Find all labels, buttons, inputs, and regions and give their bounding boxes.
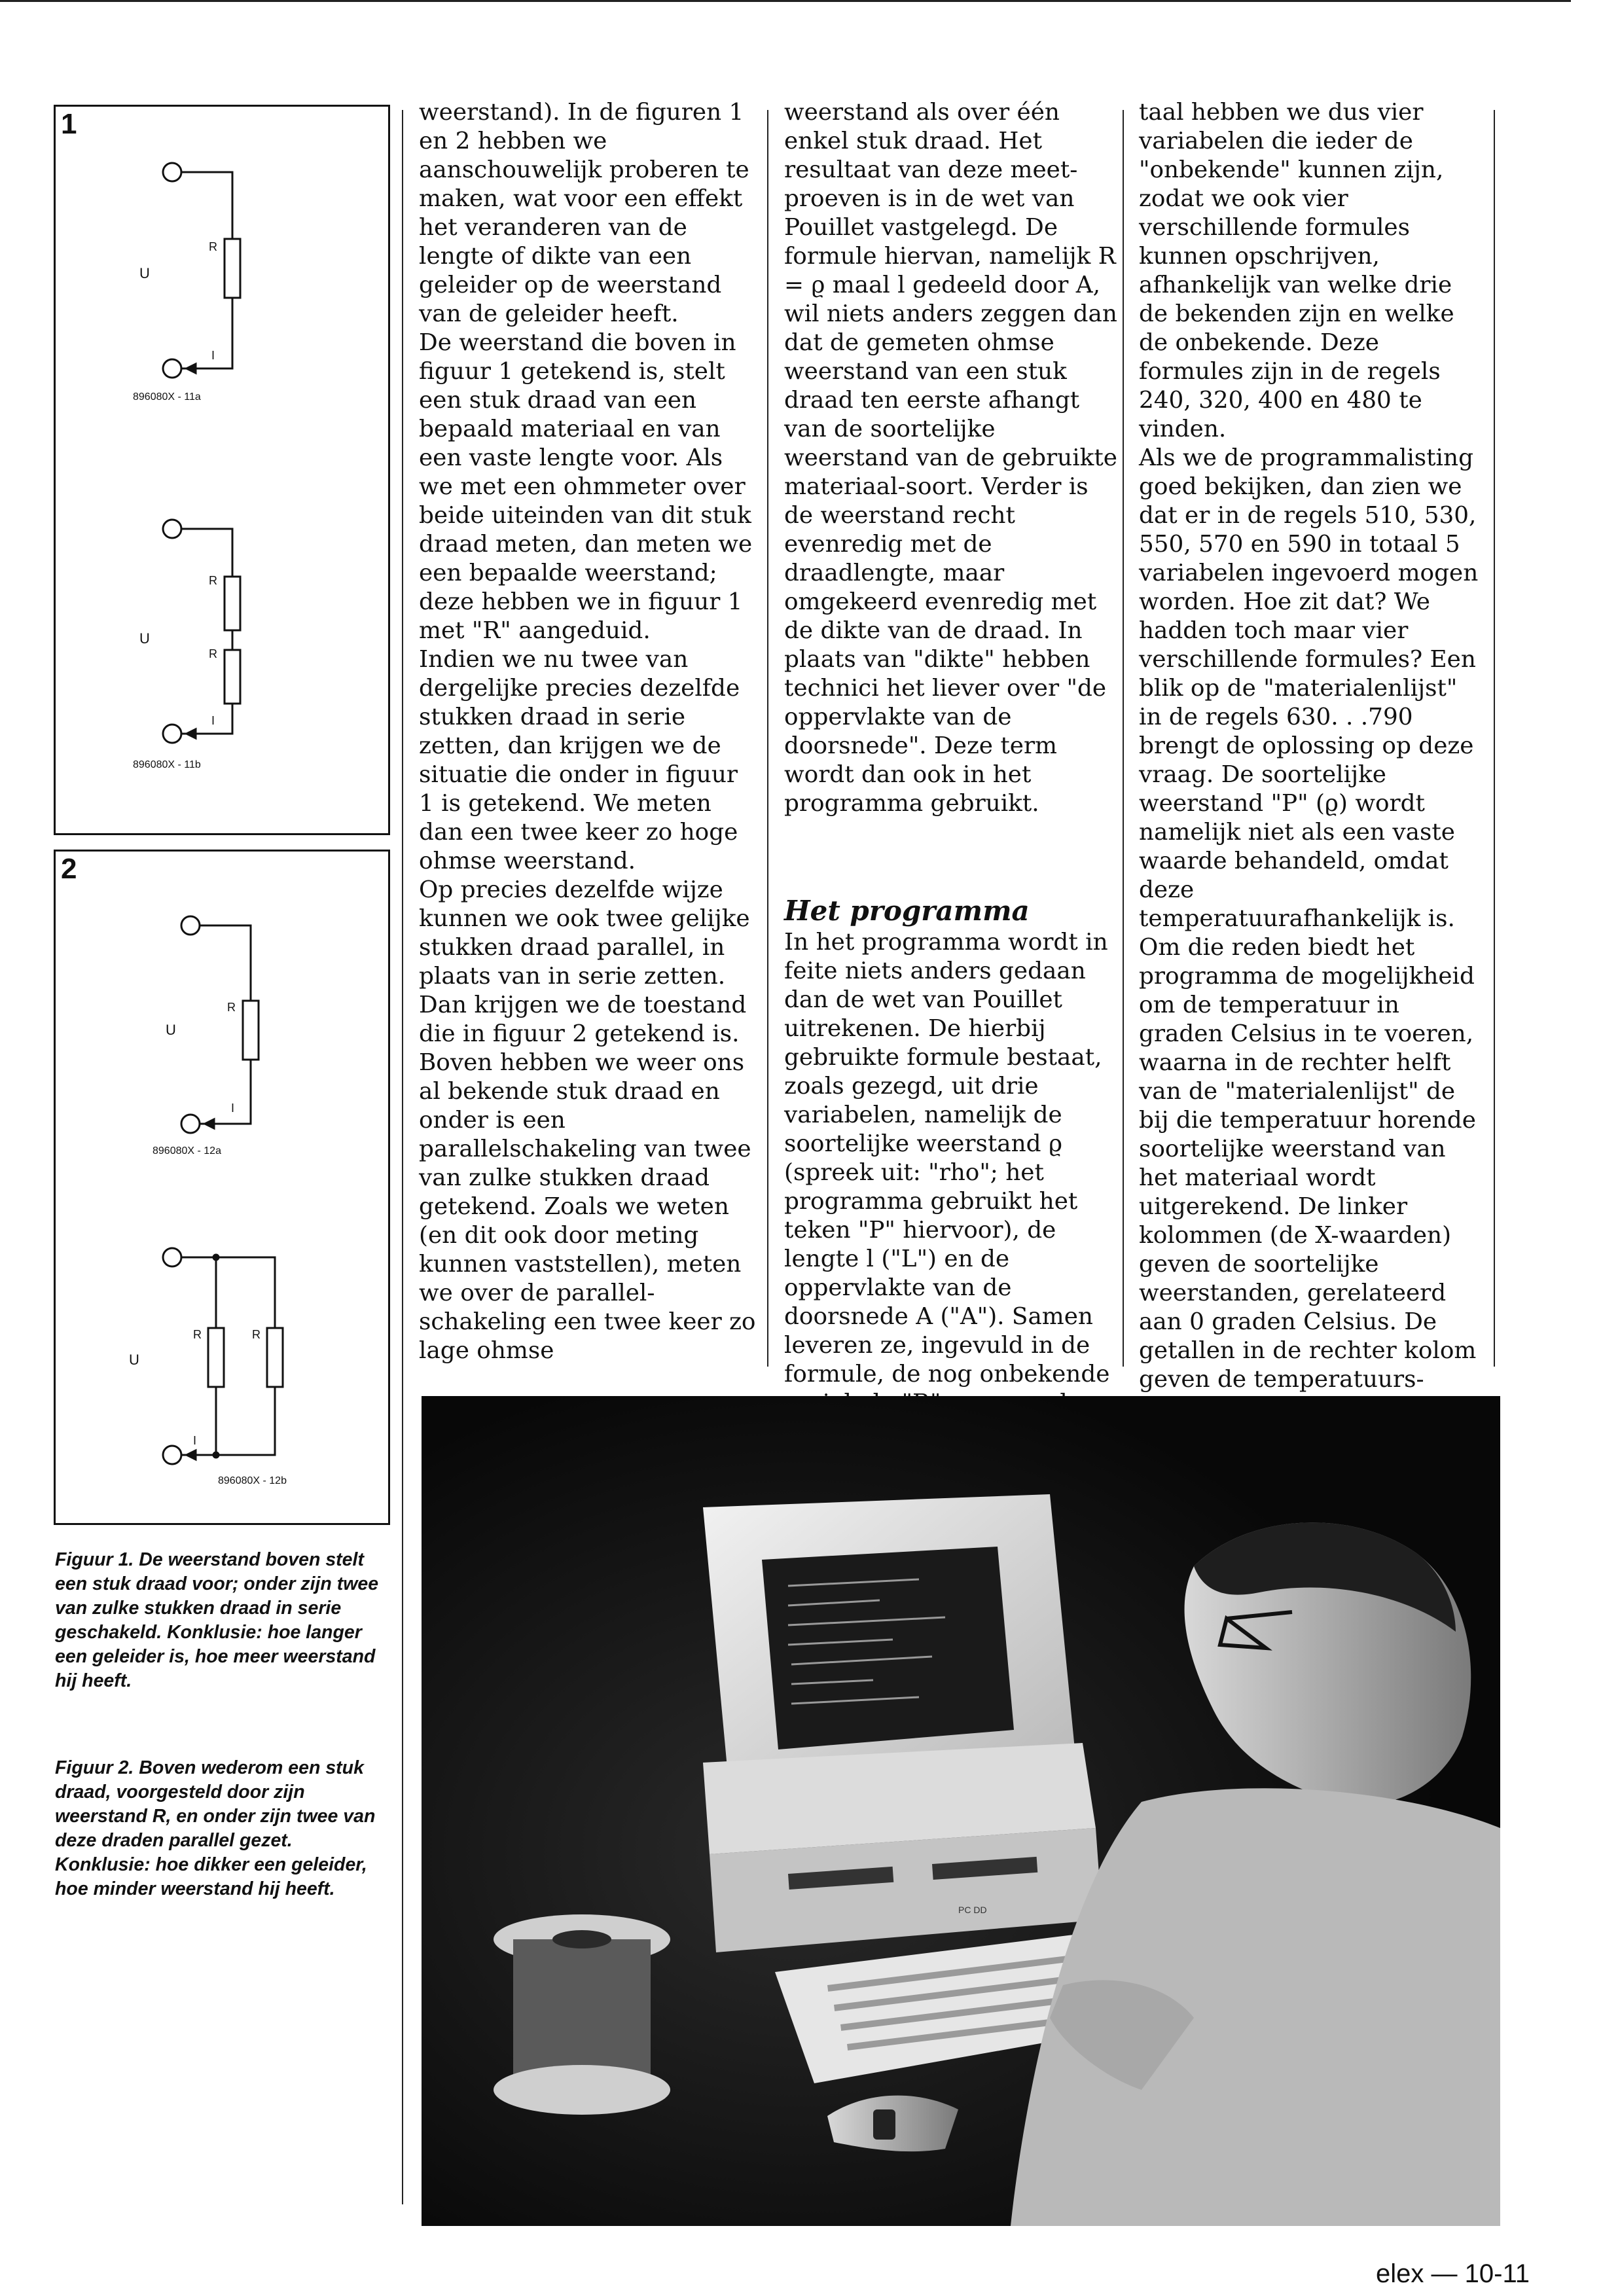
column-rule-1 bbox=[402, 110, 403, 2204]
figure-2-caption: Figuur 2. Boven wederom een stuk draad, voorgesteld door zijn weerstand R, en onder zijn twee van deze draden parallel gezet. Konklusie: hoe dikker een geleider, hoe minder weerstand hij heeft. bbox=[55, 1757, 376, 1899]
figure-2-number: 2 bbox=[61, 853, 77, 885]
system-unit bbox=[703, 1743, 1102, 1952]
resistor-r bbox=[225, 239, 240, 298]
circuit-12b bbox=[163, 1248, 283, 1464]
label-i-11a: I bbox=[211, 349, 215, 362]
section-heading: Het programma bbox=[784, 895, 1030, 927]
terminal-top bbox=[163, 163, 181, 181]
circuit-11b bbox=[163, 520, 240, 743]
col1-paragraph-1: weerstand). In de figuren 1 en 2 hebben we aanschouwelijk proberen te maken, wat voor een effekt het veranderen van de lengte of dikte van een geleider op de weerstand van de geleider heeft. bbox=[419, 99, 749, 327]
col1-paragraph-2: De weerstand die boven in figuur 1 getekend is, stelt een stuk draad van een bepaald materiaal en van een vaste lengte voor. Als we met een ohmmeter over beide uiteinden van dit stuk draad meten, dan meten we een bepaalde weerstand; deze hebben we in figuur 1 met "R" aangeduid. bbox=[419, 329, 753, 644]
label-r-12a: R bbox=[227, 1001, 236, 1014]
text-column-3 bbox=[1139, 98, 1479, 1394]
figure-1-caption: Figuur 1. De weerstand boven stelt een stuk draad voor; onder zijn twee van zulke stukken draad in serie geschakeld. Konklusie: hoe langer een geleider is, hoe meer weerstand hij heeft. bbox=[55, 1549, 379, 1691]
resistor-r1 bbox=[225, 577, 240, 630]
code-12a: 896080X - 12a bbox=[153, 1145, 221, 1157]
label-u-11b: U bbox=[139, 630, 150, 647]
resistor-r2 bbox=[267, 1328, 283, 1387]
label-r1-11b: R bbox=[209, 574, 217, 587]
column-rule-4 bbox=[1494, 110, 1495, 1367]
top-rule bbox=[0, 0, 1571, 2]
label-i-11b: I bbox=[211, 714, 215, 727]
label-r2-12b: R bbox=[252, 1328, 261, 1341]
wire-spool bbox=[494, 1914, 670, 2115]
label-r-11a: R bbox=[209, 240, 217, 253]
col1-paragraph-3: Indien we nu twee van dergelijke precies dezelfde stukken draad in serie zetten, dan krijgen we de situatie die onder in figuur 1 is getekend. We meten dan een twee keer zo hoge ohmse weerstand. bbox=[419, 646, 740, 874]
wristwatch bbox=[873, 2109, 895, 2140]
col2-body-paragraph: In het programma wordt in feite niets anders gedaan dan de wet van Pouillet uitrekenen. De hierbij gebruikte formule bestaat, zoals gezegd, uit drie variabelen, namelijk de soortelijke weerstand ϱ (spreek uit: "rho"; het programma gebruikt het teken "P" hiervoor), de lengte l ("L") en de oppervlakte van de doorsnede A ("A"). Samen leveren ze, ingevuld in de formule, de nog onbekende bbox=[784, 929, 1110, 1388]
label-r1-12b: R bbox=[193, 1328, 202, 1341]
page-footer: elex — 10-11 bbox=[1376, 2259, 1530, 2288]
figure-1-diagrams bbox=[56, 107, 388, 833]
figure-1-panel bbox=[54, 105, 390, 835]
col1-paragraph-4: Op precies dezelfde wijze kunnen we ook twee gelijke stukken draad parallel, in plaats van in serie zetten. Dan krijgen we de toestand die in figuur 2 getekend is. Boven hebben we weer ons al bekende stuk draad en onder is een parallelschakeling van twee van zulke stukken draad getekend. Zoals we weten (en dit ook door meting kunnen vaststellen), meten we over de parallel-schakeling een twee keer zo lage ohmse bbox=[419, 876, 756, 1364]
resistor-r2 bbox=[225, 650, 240, 704]
resistor-r bbox=[243, 1001, 259, 1060]
column-rule-2 bbox=[767, 110, 768, 1367]
col3-paragraph-1: taal hebben we dus vier variabelen die ieder de "onbekende" kunnen zijn, zodat we ook vier verschillende formules kunnen opschrijven, afhankelijk van welke drie de bekenden zijn en welke de onbekende. Deze formules zijn in de regels 240, 320, 400 en 480 te vinden. bbox=[1139, 99, 1454, 442]
label-u-12b: U bbox=[129, 1352, 139, 1368]
photo-illustration bbox=[422, 1396, 1500, 2226]
code-11b: 896080X - 11b bbox=[133, 759, 201, 770]
circuit-11a bbox=[163, 163, 240, 378]
resistor-r1 bbox=[208, 1328, 224, 1387]
terminal-bottom bbox=[163, 359, 181, 378]
drive-badge: PC DD bbox=[958, 1905, 987, 1915]
photo-computer-user bbox=[422, 1396, 1500, 2226]
circuit-12a bbox=[181, 916, 259, 1133]
current-arrow bbox=[187, 364, 196, 373]
figure-2-diagrams bbox=[56, 852, 388, 1523]
text-column-1 bbox=[419, 98, 756, 1365]
column-rule-3 bbox=[1123, 110, 1124, 1367]
label-u-12a: U bbox=[166, 1022, 176, 1038]
label-i-12a: I bbox=[231, 1102, 235, 1115]
monitor bbox=[703, 1494, 1076, 1789]
code-12b: 896080X - 12b bbox=[218, 1475, 287, 1486]
wire-top bbox=[181, 172, 232, 239]
label-r2-11b: R bbox=[209, 647, 217, 660]
figure-2-panel bbox=[54, 850, 390, 1525]
col3-paragraph-2: Als we de programmalisting goed bekijken, dan zien we dat er in de regels 510, 530, 550, 570 en 590 in totaal 5 variabelen ingevoerd mogen worden. Hoe zit dat? We hadden toch maar vier verschillende formules? Een blik op de "materialenlijst" in de regels 630. . .790 brengt de oplossing op deze vraag. De soortelijke weerstand "P" (ϱ) wordt namelijk niet als een vaste waarde behandeld, omdat deze temperatuurafhankelijk is. Om die reden biedt het programma de mogelijkheid om de temperatuur in graden Celsius in te voeren, waarna in de rechter helft van de "materialenlijst" de bij die temperatuur horende soortelijke weerstand van het materiaal wordt uitgerekend. De linker kolommen (de X-waarden) geven de soortelijke weerstanden, gerelateerd aan 0 graden Celsius. De getallen in de rechter kolom geven de temperatuurs- bbox=[1139, 444, 1479, 1393]
code-11a: 896080X - 11a bbox=[133, 391, 201, 403]
col2-intro-paragraph: weerstand als over één enkel stuk draad. Het resultaat van deze meet-proeven is in de wet van Pouillet vastgelegd. De formule hiervan, namelijk R = ϱ maal l gedeeld door A, wil niets anders zeggen dan dat de gemeten ohmse weerstand van een stuk draad ten eerste afhangt van de soortelijke weerstand van de gebruikte materiaal-soort. Verder is de weerstand recht evenredig met de draadlengte, maar omgekeerd evenredig met de dikte van de draad. In plaats van "dikte" hebben technici het liever over "de oppervlakte van de doorsnede". Deze term wordt dan ook in het programma gebruikt. bbox=[784, 99, 1117, 817]
label-i-12b: I bbox=[193, 1434, 197, 1447]
label-u-11a: U bbox=[139, 265, 150, 281]
text-column-2 bbox=[784, 98, 1121, 1446]
wire-bottom bbox=[181, 298, 232, 368]
figure-1-number: 1 bbox=[61, 108, 77, 140]
